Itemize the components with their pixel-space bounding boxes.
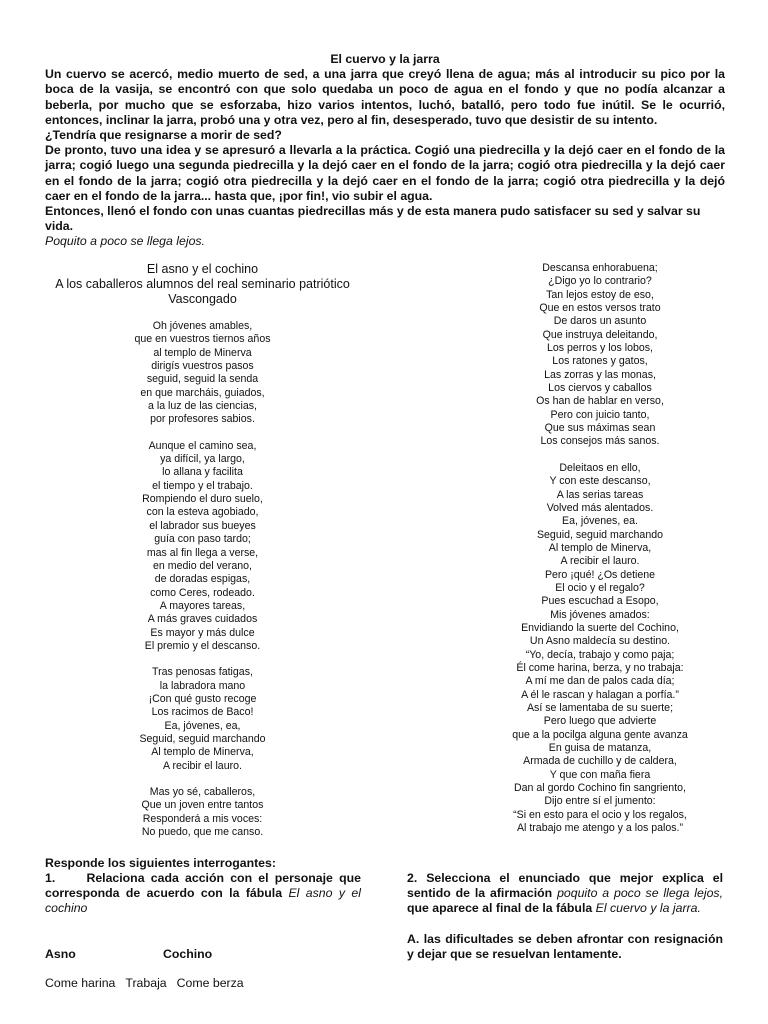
stanza xyxy=(40,440,365,654)
column-asno: Asno xyxy=(45,946,76,961)
question-1-prompt: Relaciona cada acción con el personaje que corresponda de acuerdo con la fábula xyxy=(45,871,361,901)
option-come-berza: Come berza xyxy=(176,975,244,990)
verse-line: dirigís vuestros pasos xyxy=(151,360,254,373)
verse-line: Volved más alentados. xyxy=(546,501,654,514)
fable-donkey-left-column xyxy=(40,262,365,852)
fable-crow-paragraph-2: De pronto, tuvo una idea y se apresuró a llevarla a la práctica. Cogió una piedrecilla y la dejó caer en el fondo de la jarra; cogió luego una segunda piedrecilla y la dejó caer en el fondo de la jarra; cogió otra piedrecilla y la dejó caer en el fondo de la jarra; cogió otra piedrecilla y la dejó caer en el fondo de la jarra; cogió otra piedrecilla y la dejó caer en el fondo de la jarra... hasta que, ¡por fin!, vio subir el agua. xyxy=(45,143,725,203)
verse-line: A mí me dan de palos cada día; xyxy=(525,675,675,688)
fable-crow-question: ¿Tendría que resignarse a morir de sed? xyxy=(45,128,282,143)
fable-crow-paragraph-3: Entonces, llenó el fondo con unas cuantas piedrecillas más y de esta manera pudo satisfacer su sed y salvar su vida. xyxy=(45,204,701,234)
verse-line: Los consejos más sanos. xyxy=(540,435,660,448)
verse-line: A más graves cuidados xyxy=(147,613,258,626)
verse-line: Los ciervos y caballos xyxy=(548,382,652,395)
verse-line: Mis jóvenes amados: xyxy=(550,608,650,621)
stanza xyxy=(40,320,365,427)
verse-line: en medio del verano, xyxy=(153,559,252,572)
stanza xyxy=(40,666,365,773)
verse-line: como Ceres, rodeado. xyxy=(150,586,255,599)
verse-line: la labradora mano xyxy=(159,679,246,692)
verse-line: De daros un asunto xyxy=(553,315,647,328)
verse-line: ya difícil, ya largo, xyxy=(160,453,245,466)
questions-heading: Responde los siguientes interrogantes: xyxy=(45,856,276,870)
verse-line: Al trabajo me atengo y a los palos.” xyxy=(516,822,684,835)
verse-line: Un Asno maldecía su destino. xyxy=(529,635,671,648)
fable-donkey-right-column xyxy=(450,262,750,848)
verse-line: el tiempo y el trabajo. xyxy=(152,479,253,492)
verse-line: Pero con juicio tanto, xyxy=(550,408,650,421)
verse-line: con la esteva agobiado, xyxy=(146,506,259,519)
verse-line: Los ratones y gatos, xyxy=(552,355,648,368)
verse-line: En guisa de matanza, xyxy=(548,742,652,755)
verse-line: Descansa enhorabuena; xyxy=(542,262,658,274)
question-2-prompt-a: Selecciona el enunciado que mejor explica el sentido de la afirmación xyxy=(407,871,723,901)
verse-line: A recibir el lauro. xyxy=(163,759,242,772)
fable-crow xyxy=(45,52,725,250)
verse-line: Rompiendo el duro suelo, xyxy=(142,493,263,506)
verse-line: Y con este descanso, xyxy=(549,475,651,488)
verse-line: ¿Digo yo lo contrario? xyxy=(548,275,652,288)
verse-line: Así se lamentaba de su suerte; xyxy=(526,702,674,714)
verse-line: Oh jóvenes amables, xyxy=(152,320,253,332)
question-1-columns xyxy=(45,947,361,962)
verse-line: el labrador sus bueyes xyxy=(149,519,256,532)
verse-line: de doradas espigas, xyxy=(154,573,251,586)
verse-line: El ocio y el regalo? xyxy=(555,581,645,594)
verse-line: por profesores sabios. xyxy=(150,413,255,426)
verse-line: A mayores tareas, xyxy=(159,599,246,612)
verse-line: Responderá a mis voces: xyxy=(142,812,263,825)
verse-line: Es mayor y más dulce xyxy=(150,626,255,639)
verse-line: guía con paso tardo; xyxy=(154,533,251,546)
verse-line: seguid, seguid la senda xyxy=(146,373,259,386)
verse-line: Mas yo sé, caballeros, xyxy=(149,786,256,798)
verse-line: Ea, jóvenes, ea. xyxy=(562,515,638,528)
verse-line: Dan al gordo Cochino fin sangriento, xyxy=(514,782,686,795)
verse-line: A él le rascan y halagan a porfía.” xyxy=(521,688,679,701)
verse-line: Pues escuchad a Esopo, xyxy=(541,595,659,608)
question-2-option-a: A. las dificultades se deben afrontar con resignación y dejar que se resuelvan lentamente. xyxy=(407,931,723,961)
verse-line: Envidiando la suerte del Cochino, xyxy=(521,621,679,634)
stanza xyxy=(450,262,750,449)
option-come-harina: Come harina xyxy=(45,975,116,990)
verse-line: Al templo de Minerva, xyxy=(548,541,652,554)
verse-line: Ea, jóvenes, ea, xyxy=(164,719,241,732)
verse-line: lo allana y facilita xyxy=(162,466,243,479)
verse-line: Seguid, seguid marchando xyxy=(536,528,664,541)
verse-line: Las zorras y las monas, xyxy=(544,368,656,381)
question-1 xyxy=(45,871,361,991)
question-2 xyxy=(407,871,723,974)
verse-line: que en vuestros tiernos años xyxy=(134,333,271,346)
fable-donkey-title: El asno y el cochino xyxy=(146,262,259,276)
verse-line: Seguid, seguid marchando xyxy=(139,732,266,745)
questions-section xyxy=(45,856,725,990)
verse-line: ¡Con qué gusto recoge xyxy=(148,692,257,705)
verse-line: Y que con maña fiera xyxy=(549,768,651,781)
question-2-quote: poquito a poco se llega lejos, xyxy=(557,886,723,901)
verse-line: en que marcháis, guiados, xyxy=(140,386,265,399)
verse-line: Deleitaos en ello, xyxy=(559,461,641,474)
stanza xyxy=(450,462,750,836)
question-1-fable-name: El asno y el cochino xyxy=(45,886,361,916)
verse-line: mas al fin llega a verse, xyxy=(146,546,259,559)
question-2-number: 2. xyxy=(407,871,418,885)
fable-donkey-dedication: A los caballeros alumnos del real seminario patriótico Vascongado xyxy=(55,277,350,306)
fable-crow-paragraph-1: Un cuervo se acercó, medio muerto de sed, a una jarra que creyó llena de agua; más al introducir su pico por la boca de la vasija, se encontró con que solo quedaba un poco de agua en el fondo y que no podía alcanzar a beberla, por mucho que se esforzaba, hizo varios intentos, luchó, batalló, pero todo fue inútil. Se le ocurrió, entonces, inclinar la jarra, probó una y otra vez, pero al fin, desesperado, tuvo que desistir de su intento. xyxy=(45,67,725,127)
verse-line: Tan lejos estoy de eso, xyxy=(546,288,654,301)
verse-line: El premio y el descanso. xyxy=(144,639,261,652)
verse-line: Al templo de Minerva, xyxy=(151,746,254,759)
verse-line: Que un joven entre tantos xyxy=(141,799,264,812)
verse-line: No puedo, que me canso. xyxy=(141,826,264,839)
verse-line: Él come harina, berza, y no trabaja: xyxy=(516,661,684,674)
verse-line: Pero luego que advierte xyxy=(543,715,657,728)
question-2-fable-name: El cuervo y la jarra. xyxy=(595,901,701,916)
question-1-number: 1. xyxy=(45,871,56,885)
verse-line: Armada de cuchillo y de caldera, xyxy=(523,755,677,768)
option-trabaja: Trabaja xyxy=(125,975,167,990)
verse-line: al templo de Minerva xyxy=(153,346,252,359)
verse-line: que a la pocilga alguna gente avanza xyxy=(512,728,688,741)
verse-line: A recibir el lauro. xyxy=(560,555,640,568)
fable-crow-title: El cuervo y la jarra xyxy=(330,52,440,66)
question-1-text xyxy=(45,871,361,917)
verse-line: Que en estos versos trato xyxy=(539,302,661,315)
question-2-prompt-b: que aparece al final de la fábula xyxy=(407,901,593,916)
right-stanzas xyxy=(450,262,750,835)
verse-line: A las serias tareas xyxy=(556,488,644,501)
verse-line: “Si en esto para el ocio y los regalos, xyxy=(513,808,687,821)
verse-line: Que sus máximas sean xyxy=(544,422,656,435)
stanza xyxy=(40,786,365,839)
left-stanzas xyxy=(40,320,365,839)
column-cochino: Cochino xyxy=(163,946,213,961)
question-2-text xyxy=(407,871,723,917)
verse-line: Los racimos de Baco! xyxy=(151,706,254,719)
verse-line: Pero ¡qué! ¿Os detiene xyxy=(544,568,656,581)
verse-line: a la luz de las ciencias, xyxy=(148,400,257,413)
verse-line: Dijo entre sí el jumento: xyxy=(544,795,656,808)
question-1-options xyxy=(45,976,361,991)
verse-line: Que instruya deleitando, xyxy=(542,328,658,341)
verse-line: Aunque el camino sea, xyxy=(148,439,257,452)
fable-crow-moral: Poquito a poco se llega lejos. xyxy=(45,234,205,249)
verse-line: Los perros y los lobos, xyxy=(547,342,653,355)
verse-line: Os han de hablar en verso, xyxy=(536,395,664,408)
verse-line: Tras penosas fatigas, xyxy=(152,666,253,679)
verse-line: “Yo, decía, trabajo y como paja; xyxy=(525,648,675,661)
